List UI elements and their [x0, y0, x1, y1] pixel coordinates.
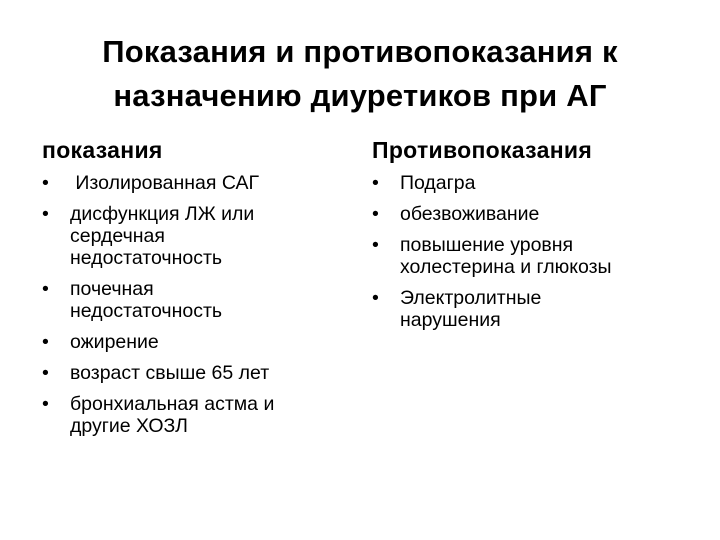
- list-item-text: повышение уровня холестерина и глюкозы: [400, 234, 612, 278]
- list-item: [372, 234, 702, 278]
- bullet-icon: •: [42, 331, 49, 353]
- bullet-icon: •: [42, 203, 49, 225]
- bullet-icon: •: [372, 203, 379, 225]
- list-item: [372, 172, 702, 194]
- indications-column: [42, 136, 362, 446]
- list-item-text: Электролитные нарушения: [400, 287, 542, 331]
- list-item-text: обезвоживание: [400, 203, 540, 225]
- indications-list: [42, 172, 362, 437]
- list-item-text: возраст свыше 65 лет: [70, 362, 270, 384]
- slide-title: [20, 30, 700, 118]
- list-item: [372, 287, 702, 331]
- contraindications-heading: Противопоказания: [372, 137, 593, 163]
- list-item: [42, 172, 362, 194]
- slide-title-line-1: Показания и противопоказания к: [102, 34, 618, 69]
- bullet-icon: •: [42, 278, 49, 300]
- list-item-text: ожирение: [70, 331, 159, 353]
- list-item-text: Подагра: [400, 172, 476, 194]
- list-item-text: почечная недостаточность: [70, 278, 223, 322]
- slide-title-line-2: назначению диуретиков при АГ: [113, 78, 607, 113]
- list-item: [42, 203, 362, 269]
- bullet-icon: •: [42, 393, 49, 415]
- contraindications-column: [372, 136, 702, 340]
- list-item: [372, 203, 702, 225]
- list-item: [42, 362, 362, 384]
- list-item: [42, 331, 362, 353]
- list-item-text: дисфункция ЛЖ или сердечная недостаточность: [70, 203, 255, 269]
- bullet-icon: •: [372, 234, 379, 256]
- bullet-icon: •: [372, 172, 379, 194]
- indications-heading: показания: [42, 137, 163, 163]
- list-item: [42, 393, 362, 437]
- contraindications-list: [372, 172, 702, 331]
- list-item-text: бронхиальная астма и другие ХОЗЛ: [70, 393, 275, 437]
- list-item-text: Изолированная САГ: [70, 172, 260, 194]
- list-item: [42, 278, 362, 322]
- bullet-icon: •: [372, 287, 379, 309]
- bullet-icon: •: [42, 362, 49, 384]
- bullet-icon: •: [42, 172, 49, 194]
